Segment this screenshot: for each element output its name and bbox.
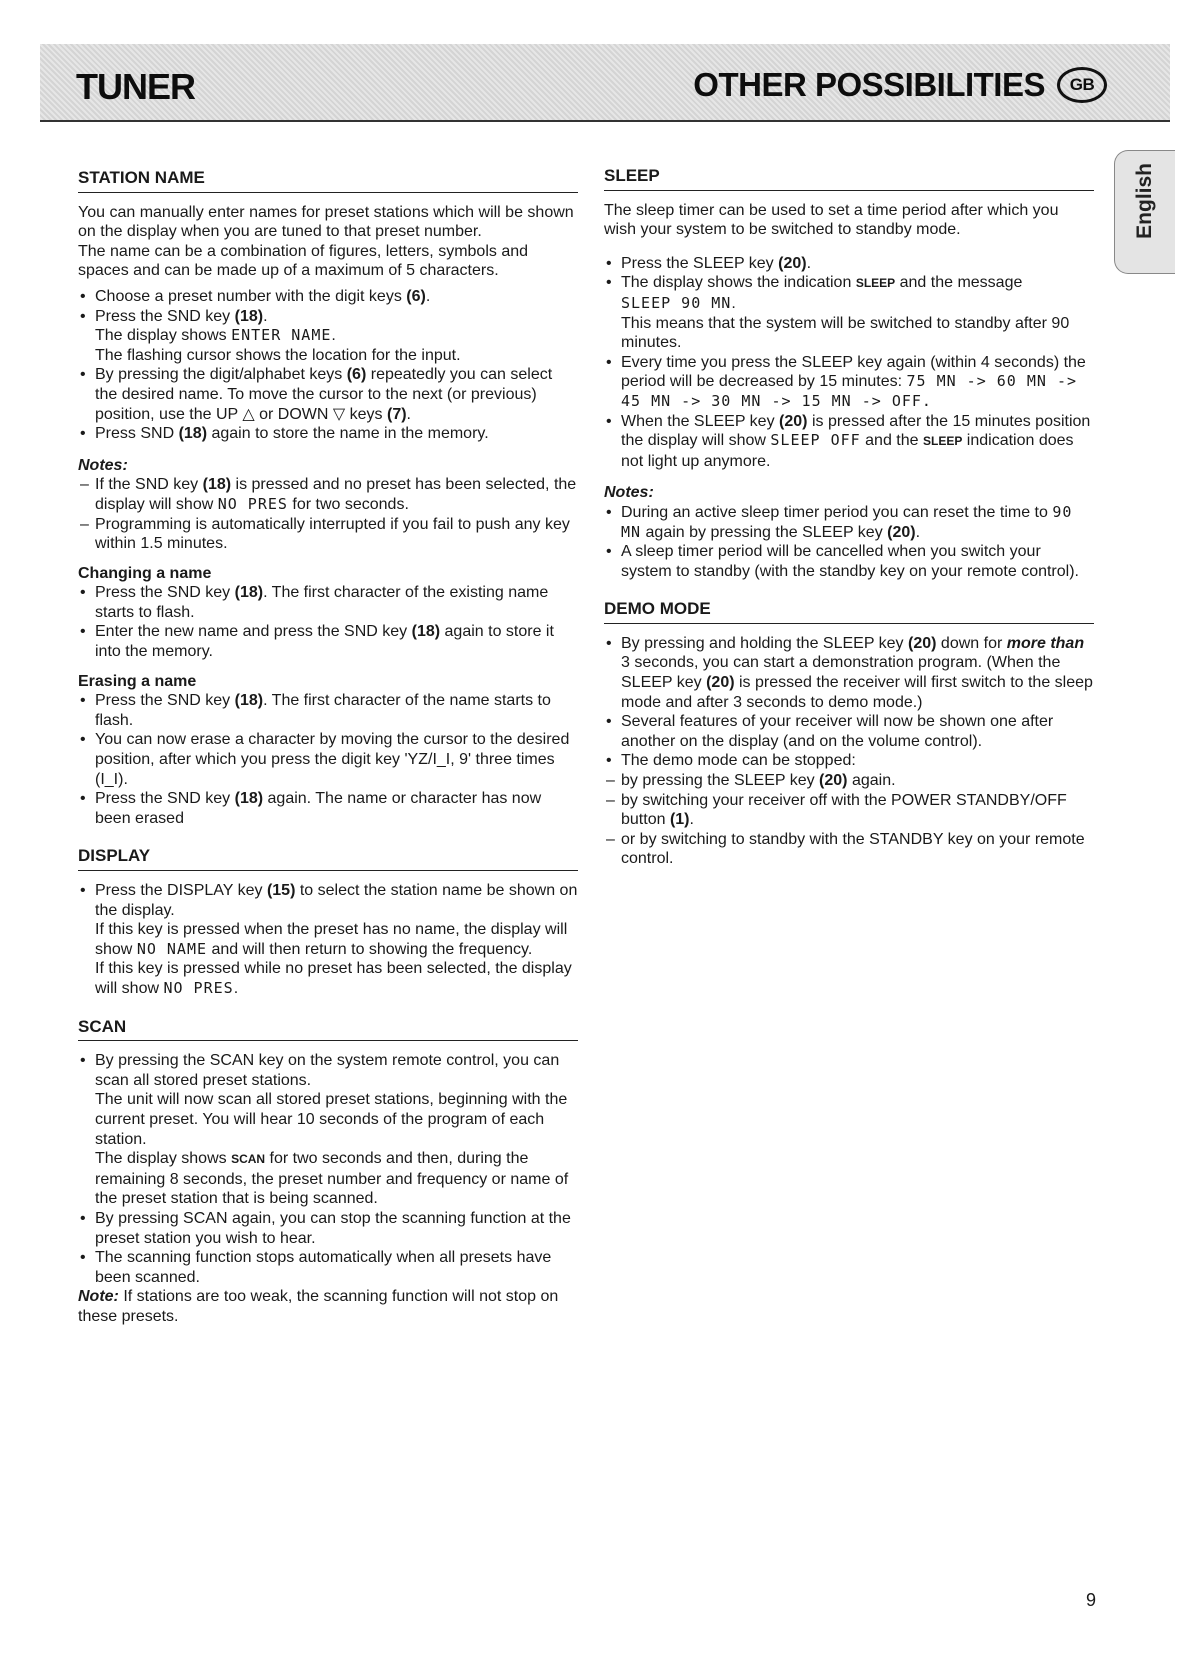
list-item: • By pressing the digit/alphabet keys (6) repeatedly you can select the desired name. To move the cursor to the next (or previous) position, use the UP △ or DOWN ▽ keys (7). [78, 365, 578, 424]
gb-badge: GB [1057, 67, 1107, 103]
list-item: • The display shows the indication SLEEP and the message SLEEP 90 MN. This means that the system will be switched to standby after 90 minutes. [604, 273, 1094, 352]
list-item: • Several features of your receiver will now be shown one after another on the display (and on the volume control). [604, 712, 1094, 751]
demo-mode-heading: DEMO MODE [604, 599, 1094, 624]
sleep-heading: SLEEP [604, 166, 1094, 191]
changing-name-steps [78, 583, 578, 661]
list-item: • The demo mode can be stopped: [604, 751, 1094, 771]
header-right-title: OTHER POSSIBILITIES [693, 66, 1045, 103]
list-item: – by switching your receiver off with the POWER STANDBY/OFF button (1). [604, 791, 1094, 830]
list-item: – by pressing the SLEEP key (20) again. [604, 771, 1094, 791]
list-item: • Enter the new name and press the SND key (18) again to store it into the memory. [78, 622, 578, 661]
erasing-name-steps [78, 691, 578, 828]
list-item: • Press the SND key (18) again. The name or character has now been erased [78, 789, 578, 828]
list-item: • By pressing and holding the SLEEP key (20) down for more than 3 seconds, you can start a demonstration program. (When the SLEEP key (20) is pressed the receiver will first switch to the sleep mode and after 3 seconds to demo mode.) [604, 634, 1094, 712]
header-left-title: TUNER [76, 66, 195, 107]
list-item: • Press the SLEEP key (20). [604, 254, 1094, 274]
station-name-intro-2: The name can be a combination of figures, letters, symbols and spaces and can be made up of a maximum of 5 characters. [78, 242, 529, 280]
header-right [693, 66, 1107, 104]
right-column [604, 166, 1094, 869]
sleep-notes-heading: Notes: [604, 484, 654, 502]
list-item: • Press the SND key (18). The first character of the existing name starts to flash. [78, 583, 578, 622]
scan-note: Note: If stations are too weak, the scanning function will not stop on these presets. [78, 1288, 559, 1325]
sleep-indicator: SLEEP [855, 276, 896, 291]
header-rule [40, 120, 1170, 122]
changing-name-heading: Changing a name [78, 564, 212, 582]
page-number: 9 [1086, 1590, 1097, 1610]
list-item: • A sleep timer period will be cancelled when you switch your system to standby (with the standby key on your remote control). [604, 542, 1094, 581]
list-item: • By pressing SCAN again, you can stop the scanning function at the preset station you wish to hear. [78, 1209, 578, 1248]
sleep-intro: The sleep timer can be used to set a time period after which you wish your system to be switched to standby mode. [604, 201, 1059, 239]
list-item: • Press SND (18) again to store the name in the memory. [78, 424, 578, 444]
station-name-steps [78, 287, 578, 444]
station-name-notes [78, 475, 578, 553]
erasing-name-heading: Erasing a name [78, 672, 197, 690]
demo-mode-steps [604, 634, 1094, 869]
list-item: • When the SLEEP key (20) is pressed after the 15 minutes position the display will show SLEEP OFF and the SLEEP indication does not light up anymore. [604, 412, 1094, 472]
list-item: – or by switching to standby with the STANDBY key on your remote control. [604, 830, 1094, 869]
station-name-heading: STATION NAME [78, 168, 578, 193]
list-item: • Press the SND key (18). The first character of the name starts to flash. [78, 691, 578, 730]
lcd-enter-name: ENTER NAME [231, 326, 332, 345]
list-item: • By pressing the SCAN key on the system remote control, you can scan all stored preset stations. The unit will now scan all stored preset stations, beginning with the current preset. You will hear 10 seconds of the program of each station. The display shows SCAN for two seconds and then, during the remaining 8 seconds, the preset number and frequency or name of the preset station that is being scanned. [78, 1051, 578, 1209]
scan-steps [78, 1051, 578, 1287]
list-item: • Choose a preset number with the digit keys (6). [78, 287, 578, 307]
scan-heading: SCAN [78, 1017, 578, 1042]
list-item: – If the SND key (18) is pressed and no preset has been selected, the display will show NO PRES for two seconds. [78, 475, 578, 514]
scan-indicator: SCAN [231, 1152, 266, 1167]
left-column [78, 168, 578, 1326]
list-item: • Press the DISPLAY key (15) to select the station name be shown on the display. If this key is pressed when the preset has no name, the display will show NO NAME and will then return to showing the frequency. If this key is pressed while no preset has been selected, the display will show NO PRES. [78, 881, 578, 999]
language-tab [1114, 150, 1175, 274]
list-item: • Every time you press the SLEEP key again (within 4 seconds) the period will be decreased by 15 minutes: 75 MN -> 60 MN -> 45 MN -> 30 MN -> 15 MN -> OFF. [604, 353, 1094, 412]
list-item: • You can now erase a character by moving the cursor to the desired position, after which you press the digit key 'YZ/I_I, 9' three times (I_I). [78, 730, 578, 789]
list-item: • During an active sleep timer period you can reset the time to 90 MN again by pressing the SLEEP key (20). [604, 503, 1094, 542]
list-item: – Programming is automatically interrupted if you fail to push any key within 1.5 minutes. [78, 515, 578, 554]
list-item: • Press the SND key (18). The display shows ENTER NAME. The flashing cursor shows the location for the input. [78, 307, 578, 366]
display-steps [78, 881, 578, 999]
display-heading: DISPLAY [78, 846, 578, 871]
sleep-steps [604, 254, 1094, 472]
language-tab-label: English [1133, 163, 1156, 239]
station-name-intro-1: You can manually enter names for preset stations which will be shown on the display when you are tuned to that preset number. [78, 203, 574, 241]
notes-heading: Notes: [78, 456, 128, 474]
sleep-notes [604, 503, 1094, 581]
list-item: • The scanning function stops automatically when all presets have been scanned. [78, 1248, 578, 1287]
